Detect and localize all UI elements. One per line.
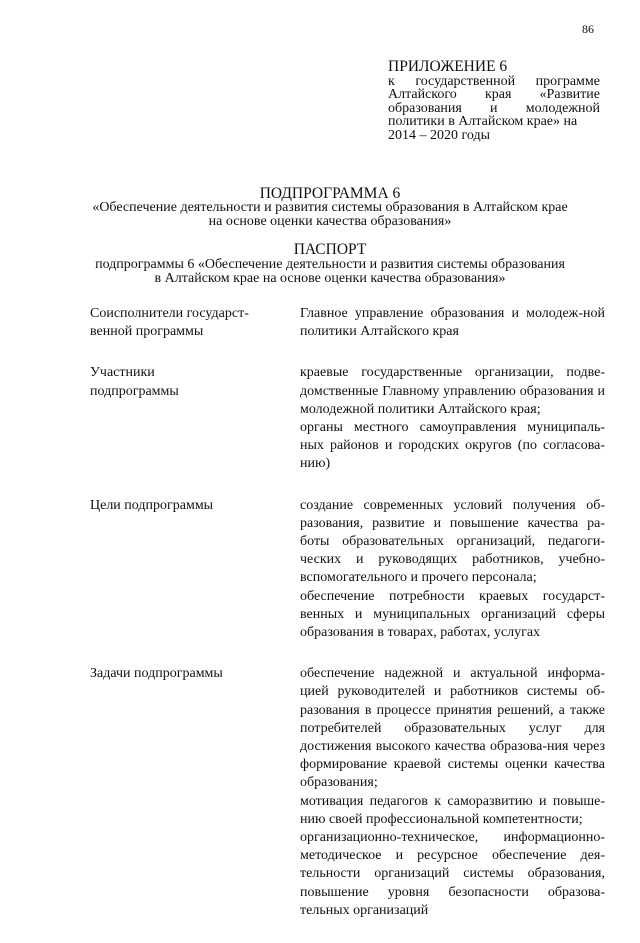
appendix-header <box>388 60 600 142</box>
passport-row <box>90 364 605 473</box>
row-label <box>90 665 300 920</box>
appendix-title: ПРИЛОЖЕНИЕ 6 <box>388 58 508 75</box>
subprogram-description <box>60 201 600 228</box>
appendix-line: образования и молодежной <box>388 100 600 116</box>
passport-row <box>90 305 605 341</box>
row-label <box>90 497 300 643</box>
row-value-paragraph: обеспечение потребности краевых государст-венных и муниципальных организаций сферы образования в товарах, работах, услугах <box>300 588 605 641</box>
appendix-line: 2014 – 2020 годы <box>388 127 491 143</box>
passport-description-line: подпрограммы 6 «Обеспечение деятельности и развития системы образования <box>95 257 565 272</box>
appendix-line: политики в Алтайском крае» на <box>388 114 578 129</box>
passport-row <box>90 497 605 643</box>
row-label-line: Цели подпрограммы <box>90 497 214 513</box>
passport-row <box>90 665 605 920</box>
row-label <box>90 364 300 473</box>
appendix-line: к государственной программе <box>388 73 600 89</box>
row-value <box>300 305 605 341</box>
row-value-paragraph: организационно-техническое, информационно-методическое и ресурсное обеспечение дея-тельности организаций системы образования, повышение уровня безопасности образова-тельных организаций <box>300 830 605 918</box>
passport-title: ПАСПОРТ <box>293 241 367 258</box>
passport-description-line: в Алтайском крае на основе оценки качества образования» <box>154 270 506 286</box>
subprogram-title: ПОДПРОГРАММА 6 <box>259 185 401 202</box>
row-value-paragraph: органы местного самоуправления муниципаль-ных районов и городских округов (по согласова-нию) <box>300 420 605 472</box>
row-label <box>90 305 300 341</box>
row-label-line: Задачи подпрограммы <box>90 666 223 682</box>
passport-description <box>60 258 600 285</box>
passport-table <box>90 305 605 943</box>
subprogram-description-line: «Обеспечение деятельности и развития системы образования в Алтайском крае <box>92 200 568 215</box>
page-number: 86 <box>582 22 594 36</box>
row-value <box>300 364 605 473</box>
row-label-line: подпрограммы <box>90 383 179 399</box>
row-value-paragraph: Главное управление образования и молодеж-ной политики Алтайского края <box>300 306 605 340</box>
row-value-paragraph: краевые государственные организации, подве-домственные Главному управлению образования и молодежной политики Алтайского края; <box>300 365 605 417</box>
row-value-paragraph: мотивация педагогов к саморазвитию и повыше-нию своей профессиональной компетентности; <box>300 793 605 827</box>
row-label-line: венной программы <box>90 324 204 340</box>
row-value <box>300 497 605 643</box>
appendix-line: Алтайского края «Развитие <box>388 87 600 102</box>
subprogram-description-line: на основе оценки качества образования» <box>208 213 452 229</box>
row-value-paragraph: обеспечение надежной и актуальной информа-цией руководителей и работников системы об-разования в процессе принятия решений, а также потребителей образовательных услуг для достижения высокого качества образова-ния через формирование краевой системы оценки качества образования; <box>300 666 605 791</box>
row-label-line: Участники <box>90 365 155 381</box>
row-label-line: Соисполнители государст- <box>90 306 249 321</box>
row-value-paragraph: создание современных условий получения об-разования, развитие и повышение качества ра-боты образовательных организаций, педагоги-ческих и руководящих работников, учебно-вспомогательного и прочего персонала; <box>300 497 605 586</box>
row-value <box>300 665 605 920</box>
